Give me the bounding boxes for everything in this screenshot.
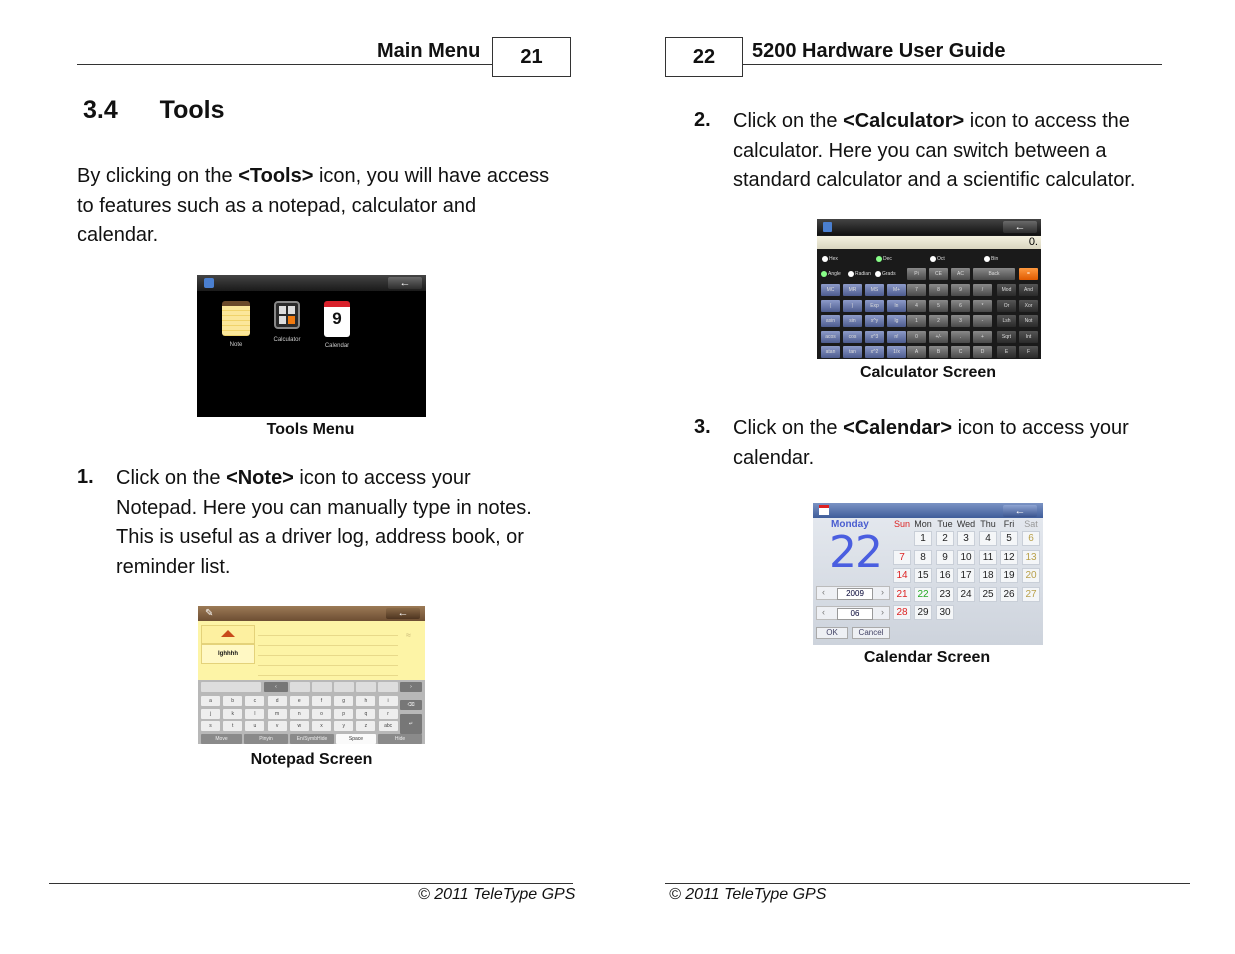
cal-day[interactable]: 22 xyxy=(914,587,932,602)
key-l[interactable]: l xyxy=(245,709,264,719)
calc-key[interactable]: - xyxy=(973,315,992,327)
cal-day[interactable]: 27 xyxy=(1022,587,1040,602)
key-k[interactable]: k xyxy=(223,709,242,719)
section-heading xyxy=(83,96,224,125)
left-footer-rule xyxy=(49,883,573,884)
note-text-area[interactable] xyxy=(258,626,398,678)
tools-menu-caption: Tools Menu xyxy=(266,421,355,438)
cal-day[interactable]: 3 xyxy=(957,531,975,546)
calculator-app[interactable]: Calculator xyxy=(267,301,307,343)
cal-day[interactable]: 2 xyxy=(936,531,954,546)
calc-key[interactable]: Or xyxy=(997,300,1016,312)
key-s[interactable]: s xyxy=(201,721,220,731)
cal-weekday-header: Tue xyxy=(937,519,953,529)
item-2-number: 2. xyxy=(694,109,711,131)
tools-menu-screenshot xyxy=(197,275,426,417)
key-o[interactable]: o xyxy=(312,709,331,719)
calc-key[interactable]: A xyxy=(907,346,926,358)
calc-key[interactable]: Xor xyxy=(1019,300,1038,312)
month-value: 06 xyxy=(837,608,873,620)
key-blank[interactable] xyxy=(334,682,354,692)
cal-day[interactable]: 20 xyxy=(1022,568,1040,583)
calc-key[interactable]: Lsh xyxy=(997,315,1016,327)
year-selector[interactable] xyxy=(816,586,890,600)
note-edit-icon: ✎ xyxy=(205,608,214,619)
calc-key[interactable]: 8 xyxy=(929,284,948,296)
tools-keyword: <Tools> xyxy=(238,165,314,187)
calendar-screenshot xyxy=(813,503,1043,645)
cal-day[interactable]: 28 xyxy=(893,605,911,620)
key-i[interactable]: i xyxy=(379,696,398,706)
calc-key[interactable]: + xyxy=(973,331,992,343)
calc-key[interactable]: 4 xyxy=(907,300,926,312)
calc-key[interactable]: x^y xyxy=(865,315,884,327)
cal-day[interactable]: 25 xyxy=(979,587,997,602)
key-q[interactable]: q xyxy=(356,709,375,719)
calculator-caption: Calculator Screen xyxy=(859,364,997,381)
cal-day[interactable]: 26 xyxy=(1000,587,1018,602)
key-d[interactable]: d xyxy=(268,696,287,706)
cal-weekday-header: Thu xyxy=(980,519,996,529)
cal-day[interactable]: 9 xyxy=(936,550,954,565)
key-g[interactable]: g xyxy=(334,696,353,706)
calc-key[interactable]: = xyxy=(1019,268,1038,280)
calc-key[interactable]: B xyxy=(929,346,948,358)
key-p[interactable]: p xyxy=(334,709,353,719)
scroll-up-icon[interactable]: ≈ xyxy=(406,630,411,640)
key-blank[interactable] xyxy=(312,682,332,692)
item-2-text: Click on the <Calculator> icon to access the calculator. Here you can switch between a standard calculator and a scientific calculator. xyxy=(733,110,1136,191)
cal-day[interactable]: 14 xyxy=(893,568,911,583)
cal-day[interactable]: 19 xyxy=(1000,568,1018,583)
calc-key[interactable]: 6 xyxy=(951,300,970,312)
calculator-icon xyxy=(274,301,300,329)
cal-weekday-header: Fri xyxy=(1003,519,1015,529)
calc-back-button[interactable]: ← xyxy=(1003,221,1037,233)
cal-day[interactable]: 21 xyxy=(893,587,911,602)
cal-weekday: Monday xyxy=(831,519,869,530)
calc-key[interactable]: ) xyxy=(843,300,862,312)
calendar-caption: Calendar Screen xyxy=(863,649,991,666)
left-header-title: Main Menu xyxy=(377,40,481,62)
cal-back-button[interactable]: ← xyxy=(1003,505,1037,517)
key-e[interactable]: e xyxy=(290,696,309,706)
key-h[interactable]: h xyxy=(356,696,375,706)
key-r[interactable]: r xyxy=(379,709,398,719)
key-v[interactable]: v xyxy=(268,721,287,731)
calc-key[interactable]: CE xyxy=(929,268,948,280)
cal-weekday-header: Wed xyxy=(956,519,976,529)
angle-option-label: Grads xyxy=(882,271,896,277)
cal-day[interactable]: 8 xyxy=(914,550,932,565)
key-m[interactable]: m xyxy=(268,709,287,719)
year-next-icon[interactable]: › xyxy=(881,587,884,597)
cal-day[interactable]: 16 xyxy=(936,568,954,583)
base-option-label: Bin xyxy=(991,256,999,262)
notepad-back-button[interactable]: ← xyxy=(386,608,420,619)
cal-big-day: 22 xyxy=(829,527,881,578)
calc-key[interactable]: Int xyxy=(1019,331,1038,343)
key-pinyin[interactable]: Pinyin xyxy=(244,734,288,744)
key-z[interactable]: z xyxy=(356,721,375,731)
item-1-number: 1. xyxy=(77,466,94,488)
note-app[interactable]: Note xyxy=(219,301,253,348)
cal-day[interactable]: 12 xyxy=(1000,550,1018,565)
cal-day[interactable]: 7 xyxy=(893,550,911,565)
cal-weekday-header: Mon xyxy=(914,519,932,529)
cal-title-bar xyxy=(813,503,1043,518)
calc-key[interactable]: / xyxy=(973,284,992,296)
calendar-keyword: <Calendar> xyxy=(843,417,953,439)
key-j[interactable]: j xyxy=(201,709,220,719)
key-en-symbhide[interactable]: En/SymbHide xyxy=(290,734,334,744)
cal-day[interactable]: 6 xyxy=(1022,531,1040,546)
cal-day[interactable]: 4 xyxy=(979,531,997,546)
back-button[interactable]: ← xyxy=(388,277,422,289)
cal-day[interactable]: 29 xyxy=(914,605,932,620)
calc-key[interactable]: sin xyxy=(843,315,862,327)
year-value: 2009 xyxy=(837,588,873,600)
calc-key[interactable]: tan xyxy=(843,346,862,358)
right-header-rule xyxy=(743,64,1162,65)
calc-key[interactable]: M+ xyxy=(887,284,906,296)
key-t[interactable]: t xyxy=(223,721,242,731)
key-blank[interactable] xyxy=(378,682,398,692)
angle-option-label: Radian xyxy=(855,271,871,277)
key-right-arrow[interactable]: › xyxy=(400,682,422,692)
key-left-arrow[interactable]: ‹ xyxy=(264,682,288,692)
calc-key[interactable]: Exp xyxy=(865,300,884,312)
key-enter[interactable]: ↵ xyxy=(400,714,422,734)
tools-title-bar xyxy=(197,275,426,291)
notepad-caption: Notepad Screen xyxy=(250,751,373,768)
key-hide[interactable]: Hide xyxy=(378,734,422,744)
calc-key[interactable]: . xyxy=(951,331,970,343)
cal-day[interactable]: 5 xyxy=(1000,531,1018,546)
key-y[interactable]: y xyxy=(334,721,353,731)
calc-key[interactable]: acos xyxy=(821,331,840,343)
calc-key[interactable]: 3 xyxy=(951,315,970,327)
section-title: Tools xyxy=(159,96,225,124)
key-move[interactable]: Move xyxy=(201,734,242,744)
key-blank[interactable] xyxy=(356,682,376,692)
year-prev-icon[interactable]: ‹ xyxy=(822,587,825,597)
calc-key[interactable]: 0 xyxy=(907,331,926,343)
cal-day[interactable]: 24 xyxy=(957,587,975,602)
calc-key[interactable]: 7 xyxy=(907,284,926,296)
item-3-text: Click on the <Calendar> icon to access your calendar. xyxy=(733,417,1129,469)
right-footer: © 2011 TeleType GPS xyxy=(669,886,827,903)
month-selector[interactable] xyxy=(816,606,890,620)
key-space[interactable]: Space xyxy=(336,734,376,744)
cal-weekday-header: Sat xyxy=(1024,519,1038,529)
calc-key[interactable]: MS xyxy=(865,284,884,296)
left-footer: © 2011 TeleType GPS xyxy=(418,886,576,903)
left-page-number: 21 xyxy=(492,37,571,77)
base-option-label: Dec xyxy=(883,256,892,262)
calc-key[interactable]: n! xyxy=(887,331,906,343)
key-blank[interactable] xyxy=(201,682,261,692)
calculator-screenshot xyxy=(817,219,1041,359)
cal-day[interactable]: 11 xyxy=(979,550,997,565)
calculator-keyword: <Calculator> xyxy=(843,110,965,132)
calc-key[interactable]: And xyxy=(1019,284,1038,296)
key-n[interactable]: n xyxy=(290,709,309,719)
calc-key[interactable]: C xyxy=(951,346,970,358)
calc-key[interactable]: E xyxy=(997,346,1016,358)
month-next-icon[interactable]: › xyxy=(881,607,884,617)
cal-day[interactable]: 13 xyxy=(1022,550,1040,565)
calc-key[interactable]: Sqrt xyxy=(997,331,1016,343)
key-c[interactable]: c xyxy=(245,696,264,706)
left-header-rule xyxy=(77,64,493,65)
calc-key[interactable]: +/- xyxy=(929,331,948,343)
calc-key[interactable]: x^3 xyxy=(865,331,884,343)
cal-day[interactable]: 23 xyxy=(936,587,954,602)
calc-display: 0. xyxy=(817,236,1041,249)
key-a[interactable]: a xyxy=(201,696,220,706)
calc-key[interactable]: Back xyxy=(973,268,1015,280)
note-list-item[interactable]: lghhhh xyxy=(201,644,255,664)
key-w[interactable]: w xyxy=(290,721,309,731)
calc-key[interactable]: D xyxy=(973,346,992,358)
calc-key[interactable]: MC xyxy=(821,284,840,296)
calc-key[interactable]: ln xyxy=(887,300,906,312)
cancel-button[interactable]: Cancel xyxy=(852,627,890,639)
notepad-title-bar xyxy=(198,606,425,621)
base-option-label: Oct xyxy=(937,256,945,262)
calc-key[interactable]: MR xyxy=(843,284,862,296)
calc-key[interactable]: ( xyxy=(821,300,840,312)
cal-day[interactable]: 10 xyxy=(957,550,975,565)
note-list-up-button[interactable] xyxy=(201,625,255,644)
right-header-title: 5200 Hardware User Guide xyxy=(752,40,1006,62)
intro-paragraph: By clicking on the <Tools> icon, you will have access to features such as a notepad, calculator and calendar. xyxy=(77,165,550,246)
key-x[interactable]: x xyxy=(312,721,331,731)
item-3-number: 3. xyxy=(694,416,711,438)
calc-key[interactable]: Not xyxy=(1019,315,1038,327)
item-1-text: Click on the <Note> icon to access your Notepad. Here you can manually type in notes. This is useful as a driver log, address book, or reminder list. xyxy=(116,467,532,578)
angle-option-label: Angle xyxy=(828,271,841,277)
calc-key[interactable]: atan xyxy=(821,346,840,358)
calc-key[interactable]: Pi xyxy=(907,268,926,280)
right-footer-rule xyxy=(665,883,1190,884)
notepad-screenshot xyxy=(198,606,425,744)
cal-weekday-header: Sun xyxy=(893,519,910,529)
cal-app-icon xyxy=(819,505,829,515)
calc-key[interactable]: x^2 xyxy=(865,346,884,358)
cal-day[interactable]: 17 xyxy=(957,568,975,583)
calc-keypad xyxy=(817,219,1041,359)
ok-button[interactable]: OK xyxy=(816,627,848,639)
calendar-app[interactable]: 9 Calendar xyxy=(317,301,357,349)
calc-key[interactable]: 9 xyxy=(951,284,970,296)
key-blank[interactable] xyxy=(290,682,310,692)
key-u[interactable]: u xyxy=(245,721,264,731)
arrow-up-icon xyxy=(221,630,235,637)
calc-key[interactable]: asin xyxy=(821,315,840,327)
cal-day[interactable]: 1 xyxy=(914,531,932,546)
cal-day[interactable]: 30 xyxy=(936,605,954,620)
key-f[interactable]: f xyxy=(312,696,331,706)
calc-key[interactable]: lg xyxy=(887,315,906,327)
calc-key[interactable]: 2 xyxy=(929,315,948,327)
key-abc[interactable]: abc xyxy=(379,721,398,731)
calc-key[interactable]: F xyxy=(1019,346,1038,358)
calc-key[interactable]: AC xyxy=(951,268,970,280)
right-page-number: 22 xyxy=(665,37,743,77)
month-prev-icon[interactable]: ‹ xyxy=(822,607,825,617)
onscreen-keyboard xyxy=(198,680,425,744)
calc-key[interactable]: 5 xyxy=(929,300,948,312)
calc-key[interactable]: 1/x xyxy=(887,346,906,358)
calc-key[interactable]: cos xyxy=(843,331,862,343)
calc-key[interactable]: * xyxy=(973,300,992,312)
cal-day[interactable]: 15 xyxy=(914,568,932,583)
calc-key[interactable]: 1 xyxy=(907,315,926,327)
calendar-icon: 9 xyxy=(324,301,350,337)
base-option-label: Hex xyxy=(829,256,838,262)
calc-key[interactable]: Mod xyxy=(997,284,1016,296)
section-number: 3.4 xyxy=(83,96,118,124)
note-keyword: <Note> xyxy=(226,467,294,489)
key-backspace[interactable]: ⌫ xyxy=(400,700,422,710)
note-icon xyxy=(222,301,250,336)
key-b[interactable]: b xyxy=(223,696,242,706)
cal-day[interactable]: 18 xyxy=(979,568,997,583)
toolbox-icon xyxy=(204,278,214,288)
